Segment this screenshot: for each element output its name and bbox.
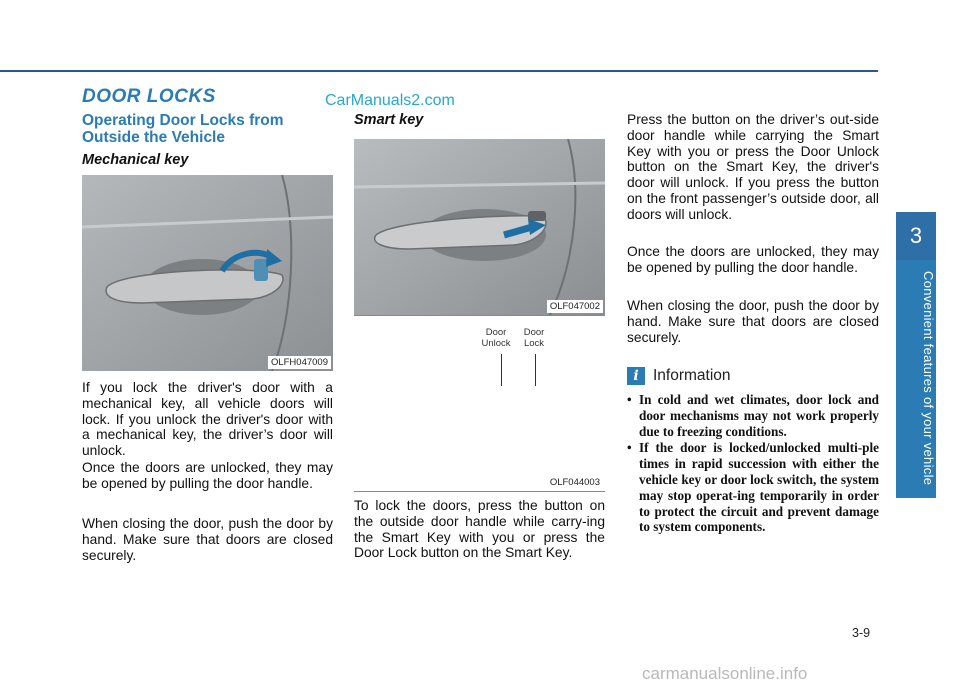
information-title: Information [653, 367, 731, 384]
mechanical-key-paragraph-2: Once the doors are unlocked, they may be opened by pulling the door handle. [82, 460, 333, 491]
callout-line-unlock [501, 354, 502, 386]
info-icon: i [627, 367, 645, 385]
figure-label: OLFH047009 [268, 356, 331, 369]
mechanical-key-heading: Mechanical key [82, 152, 189, 168]
callout-door-lock: Door Lock [523, 327, 545, 349]
door-handle-illustration [354, 139, 605, 315]
mechanical-key-paragraph-3: When closing the door, push the door by hand. Make sure that doors are closed securely. [82, 516, 333, 563]
smart-key-heading: Smart key [354, 112, 424, 128]
list-item: • In cold and wet climates, door lock and door mechanisms may not work properly due to freezing conditions. [627, 392, 879, 439]
figure-label: OLF047002 [547, 300, 603, 313]
watermark-bottom[interactable]: carmanualsonline.info [642, 664, 808, 683]
page-number: 3-9 [852, 626, 871, 640]
information-list [627, 392, 879, 536]
smart-key-paragraph-3: Once the doors are unlocked, they may be opened by pulling the door handle. [627, 244, 879, 275]
mechanical-key-figure [82, 175, 333, 371]
list-item: • If the door is locked/unlocked multi-ple times in rapid succession with either the vehicle key or door lock switch, the system may stop operat-ing temporarily in order to protect the circuit and prevent damage to system components. [627, 440, 879, 535]
chapter-number: 3 [896, 212, 936, 260]
smart-key-paragraph-1: To lock the doors, press the button on the outside door handle while carry-ing the Smart Key with you or press the Door Lock button on the Smart Key. [354, 498, 605, 561]
watermark-top[interactable]: CarManuals2.com [325, 92, 455, 109]
mechanical-key-paragraph-1: If you lock the driver's door with a mechanical key, all vehicle doors will lock. If you unlock the driver's door with a mechanical key, the driver’s door will unlock. [82, 380, 333, 459]
smart-key-paragraph-2: Press the button on the driver’s out-side door handle while carrying the Smart Key with you or press the Door Unlock button on the Smart Key, the driver's door will unlock. If you press the button on the front passenger’s outside door, all doors will unlock. [627, 112, 879, 222]
information-header [627, 367, 731, 385]
header-rule [0, 70, 878, 72]
smart-key-paragraph-4: When closing the door, push the door by hand. Make sure that doors are closed securely. [627, 298, 879, 345]
section-heading: Operating Door Locks from Outside the Vehicle [82, 112, 284, 146]
page-title: DOOR LOCKS [82, 86, 216, 107]
door-handle-illustration [82, 175, 333, 371]
figure-label: OLF044003 [547, 476, 603, 489]
smart-key-fob-figure [354, 315, 605, 492]
callout-line-lock [535, 354, 536, 386]
smart-key-figure [354, 139, 605, 315]
callout-door-unlock: Door Unlock [481, 327, 511, 349]
chapter-title: Convenient features of your vehicle [921, 270, 936, 486]
